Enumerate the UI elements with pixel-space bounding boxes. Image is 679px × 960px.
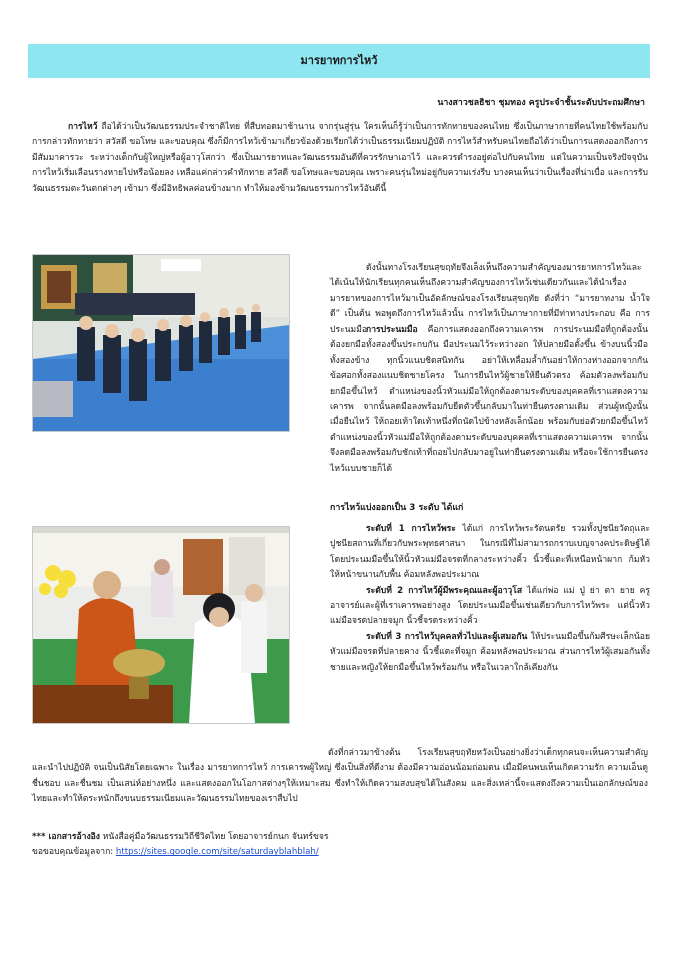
source-link[interactable]: https://sites.google.com/site/saturdayblahblah/	[115, 847, 319, 858]
conclusion-paragraph: ดังที่กล่าวมาข้างต้น โรงเรียนสุขฤทัยหวังเป็นอย่างยิ่งว่าเด็กทุกคนจะเห็นความสำคัญและนำไปปฏิบัติ จนเป็นนิสัยโดยเฉพาะ ในเรื่อง มารยาทการไหว้ การเคารพผู้ใหญ่ ซึ่งเป็นสิ่งที่ดีงาม ต้องมีความอ่อนน้อมถ่อมตน เมื่อมีคนพบเห็นเกิดความรัก ความเอ็นดู ชื่นชอบ และชื่นชม เป็นเสน่ห์อย่างหนึ่ง และแสดงออกในโอกาสต่างๆให้เหมาะสม ซึ่งทำให้เกิดความสงบสุขได้ในสังคม และสิ่งเหล่านี้จะแสดงถึงความเป็นเอกลักษณ์ของไทยและทำให้ตระหนักถึงขนบธรรมเนียมและวัฒนธรรมไทยของเราสืบไป	[32, 748, 648, 805]
school-paragraph: ดังนั้นทางโรงเรียนสุขฤทัยจึงเล็งเห็นถึงความสำคัญของมารยาทการไหว้และได้เน้นให้นักเรียนทุกคนเห็นถึงความสำคัญของการไหว้เช่นเดียวกันและได้นำเรื่องมารยาทของการไหว้มาเป็นอัตลักษณ์ของโรงเรียนสุขฤทัย ดังที่ว่า “มารยาทงาม น้ำใจดี” เป็นต้น พอพูดถึงการไหว้แล้วนั้น การไหว้เป็นภาษากายที่มีท่าทางประกอบ คือ การประนมมือ	[330, 263, 650, 335]
level-1-text: ได้แก่ การไหว้พระรัตนตรัย รวมทั้งปูชนียวัตถุและปูชนียสถานที่เกี่ยวกับพระพุทธศาสนา ในกรณีที่ไม่สามารถกราบเบญจางคประดิษฐ์ได้ โดยประนมมือขึ้นให้นิ้วหัวแม่มือจรดที่กลางระหว่างคิ้ว นิ้วชี้แตะที่เหนือหน้าผาก ก้มหัวให้หน้าขนานกับพื้น ค้อมหลังพอประมาณ	[330, 524, 650, 581]
intro-paragraph	[32, 120, 648, 197]
merit-making-image	[33, 527, 289, 723]
page-title: มารยาทการไหว้	[300, 54, 378, 67]
reference-section	[32, 830, 648, 861]
author-line: นางสาวชลธิชา ชุมทอง ครูประจำชั้นระดับประถมศึกษา	[437, 98, 645, 108]
levels-heading: การไหว้แบ่งออกเป็น 3 ระดับ ได้แก่	[330, 503, 464, 513]
photo-spacer	[32, 323, 330, 471]
levels-list	[330, 522, 650, 676]
reference-lead: *** เอกสารอ้างอิง	[32, 832, 101, 842]
palm-lead: การประนมมือ	[366, 325, 418, 335]
thanks-line	[32, 845, 648, 860]
reference-text: หนังสือคู่มือวัฒนธรรมวิถีชีวิตไทย โดยอาจารย์กนก จันทร์ขจร	[100, 832, 329, 842]
intro-lead: การไหว้	[68, 122, 98, 132]
palm-section	[32, 323, 648, 503]
intro-text: ถือได้ว่าเป็นวัฒนธรรมประจำชาติไทย ที่สืบทอดมาช้านาน จากรุ่นสู่รุ่น ใครเห็นก็รู้ว่าเป็นการทักทายของคนไทย ซึ่งเป็นภาษากายที่คนไทยใช้พร้อมกับการกล่าวทักทายว่า สวัสดี ขอโทษ และขอบคุณ ซึ่งก็มีการไหว้เข้ามาเกี่ยวข้องด้วยเรียกได้ว่าเป็นธรรมเนียมปฏิบัติ การไหว้สำหรับคนไทยถือได้ว่าเป็นการแสดงออกถึงการมีสัมมาคารวะ ระหว่างเด็กกับผู้ใหญ่หรือผู้อาวุโสกว่า ซึ่งเป็นมารยาทและวัฒนธรรมอันดีที่ควรรักษาเอาไว้ และควรดำรงอยู่ต่อไปกับคนไทย แต่ในความเป็นจริงปัจจุบัน การไหว้เริ่มเลือนรางหายไปหรือน้อยลง เหลือแค่กล่าวคำทักทาย สวัสดี ขอโทษและขอบคุณ เพราะคนรุ่นใหม่อยู่กับความเร่งรีบ บางคนเห็นว่าเป็นเรื่องที่น่าเบื่อ และการรับวัฒนธรรมตะวันตกต่างๆ เข้ามา ซึ่งมีอิทธิพลค่อนข้างมาก ทำให้มองข้ามวัฒนธรรมการไหว้อันดีนี้	[32, 122, 648, 194]
palm-text: คือการแสดงออกถึงความเคารพ การประนมมือที่ถูกต้องนั้นต้องยกมือทั้งสองขึ้นประกบกัน มือประนมไว้ระหว่างอก ให้ปลายมือตั้งขึ้น ข้างบนนิ้วมือทั้งสองข้าง ทุกนิ้วแนบชิดสนิทกัน อย่าให้เหลื่อมล้ำกันอย่าให้กางห่างออกจากกัน ข้อศอกทั้งสองแนบชิดชายโครง ในการยืนไหว้ผู้ชายให้ยืนตัวตรง ค้อมตัวลงพร้อมกับยกมือขึ้นไหว้ ตำแหน่งของนิ้วหัวแม่มือให้ถูกต้องตามระดับของบุคคลที่เราแสดงความเคารพ จากนั้นลดมือลงพร้อมกับยืดตัวขึ้นกลับมาในท่ายืนตรงตามเดิม ส่วนผู้หญิงนั้น เมื่อยืนไหว้ ให้ถอยเท้าใดเท้าหนึ่งที่ถนัดไปข้างหลังเล็กน้อย พร้อมกับย่อตัวยกมือขึ้นไหว้ ตำแหน่งของนิ้วหัวแม่มือให้ถูกต้องตามระดับของบุคคลที่เราแสดงความเคารพ จากนั้นจึงลดมือลงพร้อมกับชักเท้าที่ถอยไปกลับมาอยู่ในท่ายืนตรงตามเดิม หรือจะใช้การยืนตรงไหว้แบบชายก็ได้	[330, 325, 648, 474]
level-3-text: ให้ประนมมือขึ้นก้มศีรษะเล็กน้อย หัวแม่มือจรดที่ปลายคาง นิ้วชี้แตะที่จมูก ค้อมหลังพอประมาณ ส่วนการไหว้ผู้เสมอกันทั้งชายและหญิงให้ยกมือขึ้นไหว้พร้อมกัน หรือในเวลาใกล้เคียงกัน	[330, 631, 651, 673]
level-3-lead: ระดับที่ 3 การไหว้บุคคลทั่วไปและผู้เสมอกัน	[366, 631, 528, 642]
level-1-item	[330, 522, 650, 584]
level-2-item	[330, 584, 650, 630]
reference-line	[32, 830, 648, 845]
level-3-item	[330, 630, 650, 676]
level-2-text: ได้แก่พ่อ แม่ ปู่ ย่า ตา ยาย ครู อาจารย์และผู้ที่เราเคารพอย่างสูง โดยประนมมือขึ้นเช่นเดียวกับการไหว้พระ แต่นิ้วหัวแม่มือจรดปลายจมูก นิ้วชี้จรดระหว่างคิ้ว	[330, 585, 650, 627]
thanks-label: ขอขอบคุณข้อมูลจาก:	[32, 847, 116, 858]
photo-merit-making	[32, 526, 290, 724]
level-2-lead: ระดับที่ 2 การไหว้ผู้มีพระคุณและผู้อาวุโส	[366, 585, 523, 596]
level-1-lead: ระดับที่ 1 การไหว้พระ	[366, 524, 456, 534]
title-banner	[28, 44, 650, 78]
